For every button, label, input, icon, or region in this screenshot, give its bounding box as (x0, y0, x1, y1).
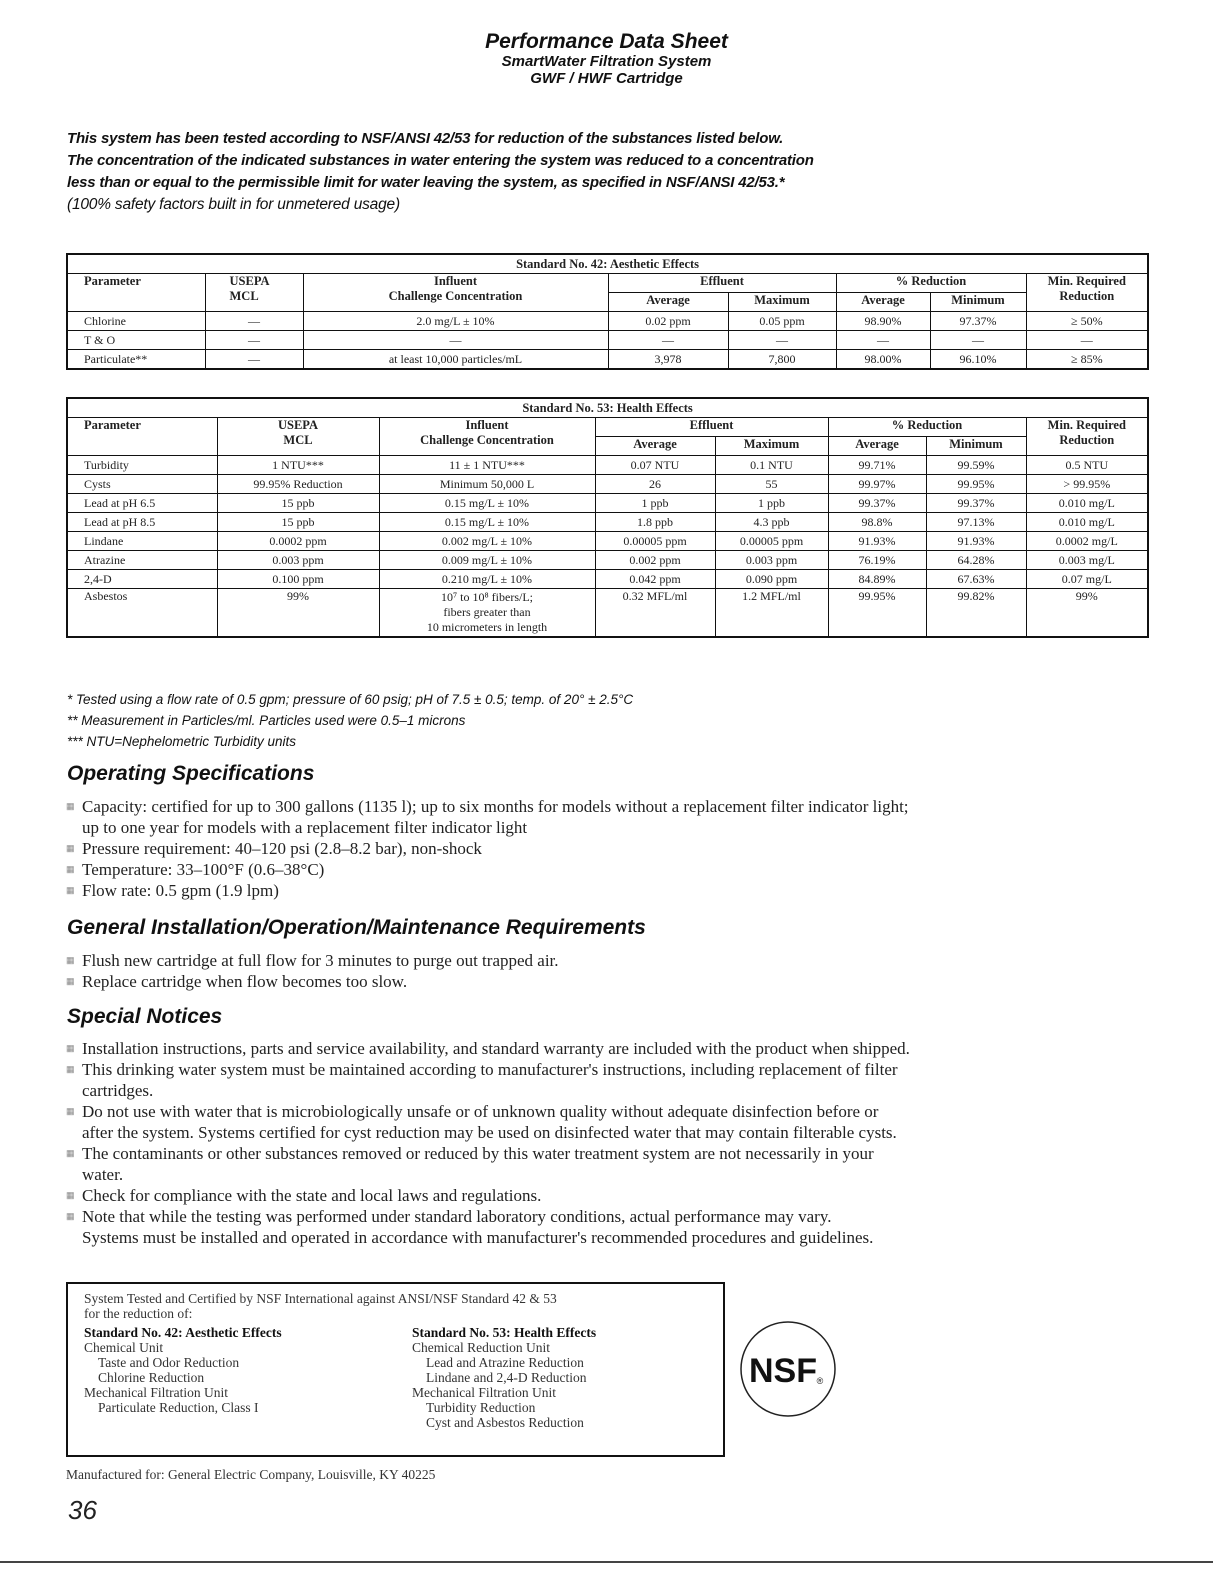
cell-reduction-minimum: 67.63% (926, 570, 1026, 589)
col-header-effluent: Effluent (608, 274, 836, 293)
manufacturer-line: Manufactured for: General Electric Company, Louisville, KY 40225 (66, 1467, 436, 1482)
cell-parameter: Cysts (67, 475, 217, 494)
cell-parameter: Lead at pH 8.5 (67, 513, 217, 532)
cell-effluent-maximum: 0.090 ppm (715, 570, 828, 589)
col-header-reduction-average: Average (828, 437, 926, 456)
standard-42-table (66, 253, 1149, 370)
col-header-parameter: Parameter (67, 418, 217, 456)
col-header-reduction-minimum: Minimum (930, 293, 1026, 312)
table-row (67, 456, 1148, 475)
cell-min-required: 0.003 mg/L (1026, 551, 1148, 570)
cell-min-required: 0.0002 mg/L (1026, 532, 1148, 551)
cell-parameter: Turbidity (67, 456, 217, 475)
cell-reduction-minimum: 91.93% (926, 532, 1026, 551)
cell-parameter: Particulate** (67, 350, 205, 370)
col-header-reduction: % Reduction (836, 274, 1026, 293)
cell-effluent-average: 0.042 ppm (595, 570, 715, 589)
cell-effluent-average: 26 (595, 475, 715, 494)
list-item: ▦ Flush new cartridge at full flow for 3 minutes to purge out trapped air. (66, 951, 559, 970)
col-header-usepa: USEPA MCL (205, 274, 303, 312)
nsf-line: Turbidity Reduction (426, 1400, 536, 1415)
nsf-registered-mark: ® (816, 1376, 824, 1386)
cell-min-required: ≥ 50% (1026, 312, 1148, 331)
bullet-icon: ▦ (66, 1043, 75, 1053)
cell-min-required: 0.010 mg/L (1026, 494, 1148, 513)
cell-influent: 2.0 mg/L ± 10% (303, 312, 608, 331)
operating-list (66, 796, 1156, 901)
cell-influent: 0.15 mg/L ± 10% (379, 494, 595, 513)
nsf-logo-text: NSF (749, 1352, 817, 1390)
page-subtitle-cartridge: GWF / HWF Cartridge (530, 70, 683, 87)
nsf-line: Chemical Unit (84, 1340, 164, 1355)
col-header-effluent: Effluent (595, 418, 828, 437)
intro-line-4: (100% safety factors built in for unmetered usage) (67, 196, 400, 213)
cell-usepa: 15 ppb (217, 513, 379, 532)
cell-reduction-minimum: 97.37% (930, 312, 1026, 331)
cell-influent: 11 ± 1 NTU*** (379, 456, 595, 475)
table-row (67, 551, 1148, 570)
bullet-icon: ▦ (66, 864, 75, 874)
cell-parameter: Chlorine (67, 312, 205, 331)
cell-usepa: 99% (217, 589, 379, 638)
col-header-parameter: Parameter (67, 274, 205, 312)
table-row (67, 494, 1148, 513)
cell-reduction-average: 76.19% (828, 551, 926, 570)
cell-effluent-maximum: 0.1 NTU (715, 456, 828, 475)
list-item: ▦ Capacity: certified for up to 300 gallons (1135 l); up to six months for models without a replacement filter indicator light; (66, 797, 909, 816)
cell-effluent-average: 0.07 NTU (595, 456, 715, 475)
cell-min-required: 99% (1026, 589, 1148, 638)
cell-parameter: 2,4-D (67, 570, 217, 589)
cell-effluent-average: 3,978 (608, 350, 728, 370)
table-row (67, 532, 1148, 551)
cell-parameter: Atrazine (67, 551, 217, 570)
cell-effluent-maximum: — (728, 331, 836, 350)
list-item: ▦ Do not use with water that is microbiologically unsafe or of unknown quality without adequate disinfection before or (66, 1102, 879, 1121)
list-item: ▦ The contaminants or other substances removed or reduced by this water treatment system are not necessarily in your (66, 1144, 874, 1163)
nsf-intro-line-2: for the reduction of: (84, 1306, 193, 1321)
page-title: Performance Data Sheet (485, 30, 728, 53)
cell-influent: 0.009 mg/L ± 10% (379, 551, 595, 570)
bullet-icon: ▦ (66, 801, 75, 811)
list-item: ▦ Pressure requirement: 40–120 psi (2.8–8.2 bar), non-shock (66, 839, 482, 858)
col-header-reduction-minimum: Minimum (926, 437, 1026, 456)
cell-min-required: — (1026, 331, 1148, 350)
list-item: ▦ Check for compliance with the state and local laws and regulations. (66, 1186, 542, 1205)
cell-effluent-average: 1.8 ppb (595, 513, 715, 532)
cell-usepa: — (205, 350, 303, 370)
table-row-asbestos (67, 589, 1148, 638)
cell-influent: — (303, 331, 608, 350)
section-title-operating: Operating Specifications (67, 762, 315, 785)
table-row (67, 312, 1148, 331)
nsf-line: Chlorine Reduction (98, 1370, 205, 1385)
footnote-1: * Tested using a flow rate of 0.5 gpm; pressure of 60 psig; pH of 7.5 ± 0.5; temp. of 20° ± 2.5°C (67, 692, 634, 707)
special-list (66, 1038, 1166, 1248)
list-item: water. (82, 1165, 124, 1184)
nsf-certification-box (66, 1282, 725, 1457)
bullet-icon: ▦ (66, 976, 75, 986)
cell-usepa: 0.100 ppm (217, 570, 379, 589)
nsf-line: Cyst and Asbestos Reduction (426, 1415, 584, 1430)
cell-min-required: ≥ 85% (1026, 350, 1148, 370)
list-item: cartridges. (82, 1081, 154, 1100)
cell-effluent-maximum: 55 (715, 475, 828, 494)
bullet-icon: ▦ (66, 843, 75, 853)
section-title-special: Special Notices (67, 1005, 223, 1028)
cell-usepa: 1 NTU*** (217, 456, 379, 475)
cell-reduction-average: 99.97% (828, 475, 926, 494)
nsf-line: Taste and Odor Reduction (98, 1355, 240, 1370)
cell-effluent-average: — (608, 331, 728, 350)
cell-effluent-average: 1 ppb (595, 494, 715, 513)
cell-parameter: Lindane (67, 532, 217, 551)
cell-reduction-minimum: 99.82% (926, 589, 1026, 638)
list-item: Systems must be installed and operated in accordance with manufacturer's recommended procedures and guidelines. (82, 1228, 874, 1247)
bullet-icon: ▦ (66, 885, 75, 895)
cell-reduction-average: 84.89% (828, 570, 926, 589)
cell-effluent-maximum: 7,800 (728, 350, 836, 370)
cell-parameter: Lead at pH 6.5 (67, 494, 217, 513)
cell-influent: 0.15 mg/L ± 10% (379, 513, 595, 532)
cell-min-required: > 99.95% (1026, 475, 1148, 494)
list-item: ▦ Temperature: 33–100°F (0.6–38°C) (66, 860, 325, 879)
col-header-effluent-average: Average (595, 437, 715, 456)
table-caption: Standard No. 53: Health Effects (67, 398, 1148, 418)
nsf-line: Mechanical Filtration Unit (412, 1385, 556, 1400)
table-row (67, 475, 1148, 494)
list-item: ▦ Flow rate: 0.5 gpm (1.9 lpm) (66, 881, 279, 900)
cell-min-required: 0.010 mg/L (1026, 513, 1148, 532)
cell-effluent-average: 0.00005 ppm (595, 532, 715, 551)
cell-reduction-minimum: 96.10% (930, 350, 1026, 370)
col-header-reduction-average: Average (836, 293, 930, 312)
nsf-line: Mechanical Filtration Unit (84, 1385, 228, 1400)
col-header-min-required: Min. Required Reduction (1026, 418, 1148, 456)
cell-reduction-average: — (836, 331, 930, 350)
col-header-effluent-average: Average (608, 293, 728, 312)
page-subtitle: SmartWater Filtration System (501, 53, 712, 70)
footnote-2: ** Measurement in Particles/ml. Particles used were 0.5–1 microns (67, 713, 466, 728)
section-title-general: General Installation/Operation/Maintenance Requirements (67, 916, 646, 939)
nsf-logo-icon (738, 1319, 838, 1419)
cell-influent: 0.002 mg/L ± 10% (379, 532, 595, 551)
cell-effluent-average: 0.32 MFL/ml (595, 589, 715, 638)
cell-reduction-average: 98.90% (836, 312, 930, 331)
cell-effluent-average: 0.002 ppm (595, 551, 715, 570)
nsf-column-heading: Standard No. 42: Aesthetic Effects (84, 1325, 282, 1340)
nsf-intro (84, 1291, 714, 1321)
cell-influent: at least 10,000 particles/mL (303, 350, 608, 370)
cell-reduction-minimum: — (930, 331, 1026, 350)
cell-effluent-average: 0.02 ppm (608, 312, 728, 331)
cell-effluent-maximum: 4.3 ppb (715, 513, 828, 532)
cell-influent: Minimum 50,000 L (379, 475, 595, 494)
intro-text (67, 128, 1157, 216)
col-header-influent: Influent Challenge Concentration (379, 418, 595, 456)
list-item: after the system. Systems certified for cyst reduction may be used on disinfected water that may contain filterable cysts. (82, 1123, 897, 1142)
general-list (66, 950, 1156, 992)
col-header-usepa: USEPA MCL (217, 418, 379, 456)
cell-influent: 0.210 mg/L ± 10% (379, 570, 595, 589)
cell-reduction-minimum: 99.59% (926, 456, 1026, 475)
bullet-icon: ▦ (66, 1148, 75, 1158)
col-header-effluent-maximum: Maximum (728, 293, 836, 312)
list-item: up to one year for models with a replacement filter indicator light (82, 818, 528, 837)
cell-usepa: 99.95% Reduction (217, 475, 379, 494)
nsf-column-heading: Standard No. 53: Health Effects (412, 1325, 597, 1340)
cell-reduction-average: 91.93% (828, 532, 926, 551)
cell-effluent-maximum: 0.00005 ppm (715, 532, 828, 551)
cell-min-required: 0.5 NTU (1026, 456, 1148, 475)
list-item: ▦ This drinking water system must be maintained according to manufacturer's instructions, including replacement of filter (66, 1060, 898, 1079)
cell-reduction-average: 99.71% (828, 456, 926, 475)
cell-reduction-average: 99.37% (828, 494, 926, 513)
col-header-min-required: Min. Required Reduction (1026, 274, 1148, 312)
intro-line-2: The concentration of the indicated substances in water entering the system was reduced to a concentration (67, 152, 814, 169)
cell-effluent-maximum: 1.2 MFL/ml (715, 589, 828, 638)
standard-53-table (66, 397, 1149, 638)
nsf-line: Particulate Reduction, Class I (98, 1400, 259, 1415)
cell-reduction-minimum: 99.95% (926, 475, 1026, 494)
cell-min-required: 0.07 mg/L (1026, 570, 1148, 589)
table-row (67, 513, 1148, 532)
cell-reduction-minimum: 64.28% (926, 551, 1026, 570)
nsf-line: Lead and Atrazine Reduction (426, 1355, 584, 1370)
cell-reduction-average: 98.8% (828, 513, 926, 532)
cell-effluent-maximum: 0.003 ppm (715, 551, 828, 570)
bottom-rule (0, 1561, 1213, 1563)
nsf-line: Lindane and 2,4-D Reduction (426, 1370, 587, 1385)
bullet-icon: ▦ (66, 1064, 75, 1074)
cell-parameter: T & O (67, 331, 205, 350)
cell-reduction-minimum: 97.13% (926, 513, 1026, 532)
bullet-icon: ▦ (66, 1106, 75, 1116)
cell-parameter: Asbestos (67, 589, 217, 638)
bullet-icon: ▦ (66, 955, 75, 965)
list-item: ▦ Note that while the testing was performed under standard laboratory conditions, actual performance may vary. (66, 1207, 832, 1226)
list-item: ▦ Installation instructions, parts and service availability, and standard warranty are included with the product when shipped. (66, 1039, 910, 1058)
col-header-reduction: % Reduction (828, 418, 1026, 437)
cell-reduction-minimum: 99.37% (926, 494, 1026, 513)
cell-usepa: — (205, 331, 303, 350)
cell-usepa: — (205, 312, 303, 331)
cell-influent: 10⁷ to 10⁸ fibers/L; fibers greater than 10 micrometers in length (379, 589, 595, 638)
col-header-effluent-maximum: Maximum (715, 437, 828, 456)
table-caption: Standard No. 42: Aesthetic Effects (67, 254, 1148, 274)
cell-usepa: 15 ppb (217, 494, 379, 513)
table-row (67, 570, 1148, 589)
cell-usepa: 0.003 ppm (217, 551, 379, 570)
intro-line-3: less than or equal to the permissible limit for water leaving the system, as specified in NSF/ANSI 42/53.* (67, 174, 785, 191)
col-header-influent: Influent Challenge Concentration (303, 274, 608, 312)
footnote-3: *** NTU=Nephelometric Turbidity units (67, 734, 296, 749)
cell-effluent-maximum: 1 ppb (715, 494, 828, 513)
standard-42-rows (67, 312, 1148, 370)
table-row (67, 350, 1148, 370)
cell-usepa: 0.0002 ppm (217, 532, 379, 551)
intro-line-1: This system has been tested according to NSF/ANSI 42/53 for reduction of the substances listed below. (67, 130, 784, 147)
table-row (67, 331, 1148, 350)
nsf-line: Chemical Reduction Unit (412, 1340, 550, 1355)
page-number: 36 (68, 1495, 97, 1525)
standard-53-rows (67, 456, 1148, 589)
cell-reduction-average: 99.95% (828, 589, 926, 638)
nsf-intro-line-1: System Tested and Certified by NSF International against ANSI/NSF Standard 42 & 53 (84, 1291, 557, 1306)
cell-effluent-maximum: 0.05 ppm (728, 312, 836, 331)
bullet-icon: ▦ (66, 1211, 75, 1221)
cell-reduction-average: 98.00% (836, 350, 930, 370)
nsf-standard-42-column (84, 1325, 282, 1415)
nsf-standard-53-column (412, 1325, 596, 1430)
bullet-icon: ▦ (66, 1190, 75, 1200)
list-item: ▦ Replace cartridge when flow becomes too slow. (66, 972, 408, 991)
